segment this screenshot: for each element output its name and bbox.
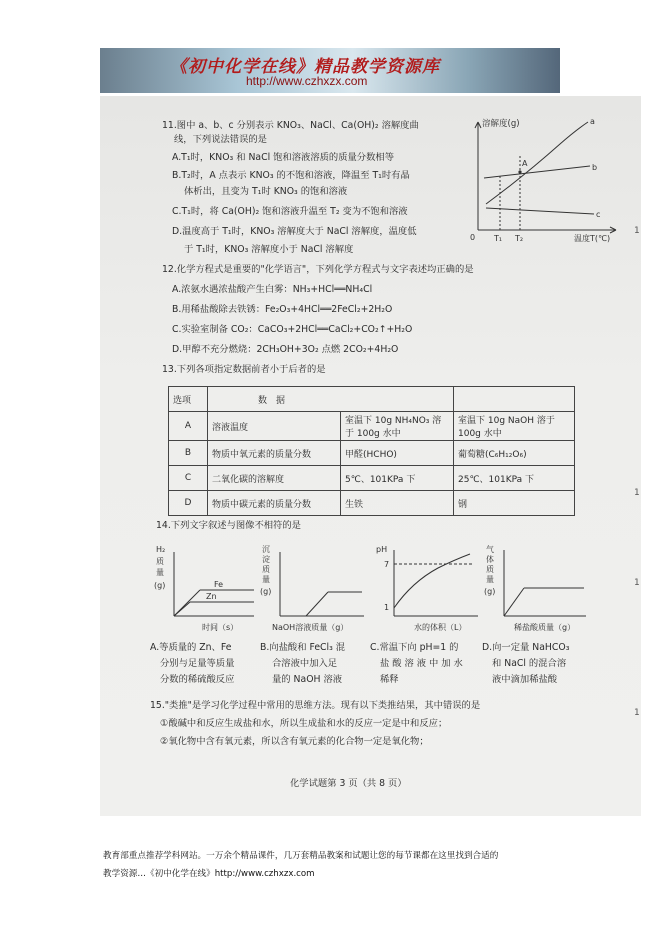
table-row — [169, 412, 575, 441]
curve-a-label: a — [590, 117, 595, 126]
point-a-label: A — [522, 159, 528, 168]
solubility-graph — [464, 114, 624, 246]
graph-d — [480, 542, 592, 634]
graph-d-ylabel: (g) — [484, 587, 496, 596]
table-cell: 25℃、101KPa 下 — [454, 466, 575, 491]
q12-option-a: A.浓氨水遇浓盐酸产生白雾：NH₃+HCl══NH₄Cl — [172, 284, 373, 295]
table-header-cell: 选项 — [169, 387, 208, 412]
graph-a-ylabel: (g) — [154, 581, 166, 590]
edge-mark: 1 — [634, 578, 640, 588]
q15-item-2: ②氧化物中含有氧元素，所以含有氧元素的化合物一定是氧化物； — [160, 736, 429, 747]
table-header-cell — [454, 387, 575, 412]
page-footer: 化学试题第 3 页（共 8 页） — [290, 778, 407, 789]
q13-stem: 13.下列各项指定数据前者小于后者的是 — [162, 364, 326, 375]
q11-option-d1: D.温度高于 T₁时，KNO₃ 溶解度大于 NaCl 溶解度，温度低 — [172, 226, 417, 237]
table-cell: 甲醛(HCHO) — [341, 441, 454, 466]
edge-mark: 1 — [634, 488, 640, 498]
table-cell: D — [169, 491, 208, 516]
table-header-cell: 数 据 — [208, 387, 454, 412]
q14-option-c: 盐 酸 溶 液 中 加 水 — [380, 658, 463, 669]
q14-option-a: 分数的稀硫酸反应 — [160, 674, 235, 685]
q14-option-d: 液中滴加稀盐酸 — [492, 674, 558, 685]
banner-title: 《初中化学在线》精品教学资源库 — [170, 57, 440, 77]
table-row — [169, 441, 575, 466]
graph-a-ylabel: 量 — [156, 568, 164, 577]
table-cell: 5℃、101KPa 下 — [341, 466, 454, 491]
curve-b-label: b — [592, 163, 598, 172]
q15-stem: 15."类推"是学习化学过程中常用的思维方法。现有以下类推结果，其中错误的是 — [150, 700, 481, 711]
q14-option-a: A.等质量的 Zn、Fe — [150, 642, 232, 653]
table-cell: C — [169, 466, 208, 491]
graph-d-ylabel: 气 — [486, 545, 494, 554]
q14-option-b: B.向盐酸和 FeCl₃ 混 — [260, 642, 346, 653]
q14-option-b: 合溶液中加入足 — [272, 658, 338, 669]
graph-a-xlabel: 时间（s） — [202, 623, 239, 632]
table-cell: 物质中碳元素的质量分数 — [208, 491, 341, 516]
tick-1: 1 — [384, 603, 390, 612]
table-cell: A — [169, 412, 208, 441]
graph-b-xlabel: NaOH溶液质量（g） — [272, 623, 349, 632]
fe-label: Fe — [214, 580, 224, 589]
q11-option-a: A.T₁时，KNO₃ 和 NaCl 饱和溶液溶质的质量分数相等 — [172, 152, 394, 163]
t1-label: T₁ — [494, 234, 503, 243]
graph-b-ylabel: 质 — [262, 565, 270, 574]
graph-d-ylabel: 质 — [486, 565, 494, 574]
graph-b-ylabel: 淀 — [262, 555, 270, 564]
graph-b-ylabel: 沉 — [262, 545, 270, 554]
table-cell: 室温下 10g NaOH 溶于 100g 水中 — [454, 412, 575, 441]
table-cell: 葡萄糖(C₆H₁₂O₆) — [454, 441, 575, 466]
graph-c-ylabel: pH — [376, 545, 388, 554]
q14-option-c: C.常温下向 pH=1 的 — [370, 642, 459, 653]
graph-xlabel: 温度T(℃) — [574, 234, 611, 243]
graph-d-ylabel: 体 — [486, 555, 494, 564]
q11-option-b2: 体析出，且变为 T₁时 KNO₃ 的饱和溶液 — [184, 186, 348, 197]
graph-a — [150, 542, 260, 634]
footer-line-2: 教学资源…《初中化学在线》http://www.czhxzx.com — [103, 869, 315, 879]
graph-b-ylabel: 量 — [262, 575, 270, 584]
table-row — [169, 466, 575, 491]
edge-mark: 1 — [634, 708, 640, 718]
q14-stem: 14.下列文字叙述与图像不相符的是 — [156, 520, 301, 531]
q11-option-c: C.T₁时，将 Ca(OH)₂ 饱和溶液升温至 T₂ 变为不饱和溶液 — [172, 206, 408, 217]
graph-d-xlabel: 稀盐酸质量（g） — [514, 623, 576, 632]
graph-a-ylabel: 质 — [156, 557, 164, 566]
graph-b — [260, 542, 370, 634]
edge-mark: 1 — [634, 226, 640, 236]
table-cell: 生铁 — [341, 491, 454, 516]
q11-option-d2: 于 T₁时，KNO₃ 溶解度小于 NaCl 溶解度 — [184, 244, 354, 255]
q14-option-a: 分别与足量等质量 — [160, 658, 235, 669]
graph-d-ylabel: 量 — [486, 575, 494, 584]
q12-option-b: B.用稀盐酸除去铁锈：Fe₂O₃+4HCl══2FeCl₂+2H₂O — [172, 304, 393, 315]
graph-b-ylabel: (g) — [260, 587, 272, 596]
tick-7: 7 — [384, 560, 390, 569]
q14-option-d: 和 NaCl 的混合溶 — [492, 658, 567, 669]
table-cell: 室温下 10g NH₄NO₃ 溶于 100g 水中 — [341, 412, 454, 441]
exam-page-photo — [100, 96, 641, 816]
q11-line1: 11.图中 a、b、c 分别表示 KNO₃、NaCl、Ca(OH)₂ 溶解度曲 — [162, 120, 419, 131]
q12-stem: 12.化学方程式是重要的"化学语言"，下列化学方程式与文字表述均正确的是 — [162, 264, 474, 275]
table-cell: 物质中氧元素的质量分数 — [208, 441, 341, 466]
graph-c — [368, 542, 488, 634]
table-header-row — [169, 387, 575, 412]
zn-label: Zn — [206, 592, 217, 601]
q15-item-1: ①酸碱中和反应生成盐和水，所以生成盐和水的反应一定是中和反应； — [160, 718, 448, 729]
q12-option-d: D.甲醇不充分燃烧：2CH₃OH+3O₂ 点燃 2CO₂+4H₂O — [172, 344, 399, 355]
q11-option-b1: B.T₂时，A 点表示 KNO₃ 的不饱和溶液，降温至 T₁时有晶 — [172, 170, 410, 181]
table-cell: 二氧化碳的溶解度 — [208, 466, 341, 491]
footer-line-1: 教育部重点推荐学科网站。一万余个精品课件，几万套精品教案和试题让您的每节课都在这里找到合适的 — [103, 851, 499, 861]
header-banner — [100, 48, 560, 93]
banner-url[interactable]: http://www.czhxzx.com — [246, 74, 368, 88]
table-cell: B — [169, 441, 208, 466]
q14-option-d: D.向一定量 NaHCO₃ — [482, 642, 570, 653]
q14-option-c: 稀释 — [380, 674, 399, 685]
q12-option-c: C.实验室制备 CO₂：CaCO₃+2HCl══CaCl₂+CO₂↑+H₂O — [172, 324, 413, 335]
t2-label: T₂ — [515, 234, 524, 243]
q13-table — [168, 386, 575, 516]
table-cell: 溶液温度 — [208, 412, 341, 441]
curve-c-label: c — [596, 210, 601, 219]
table-row — [169, 491, 575, 516]
q14-option-b: 量的 NaOH 溶液 — [272, 674, 343, 685]
graph-ylabel: 溶解度(g) — [482, 119, 520, 129]
origin-label: 0 — [470, 233, 476, 242]
graph-c-xlabel: 水的体积（L） — [414, 623, 467, 632]
q11-line2: 线，下列说法错误的是 — [174, 134, 267, 145]
table-cell: 钢 — [454, 491, 575, 516]
graph-a-ylabel: H₂ — [156, 545, 166, 554]
